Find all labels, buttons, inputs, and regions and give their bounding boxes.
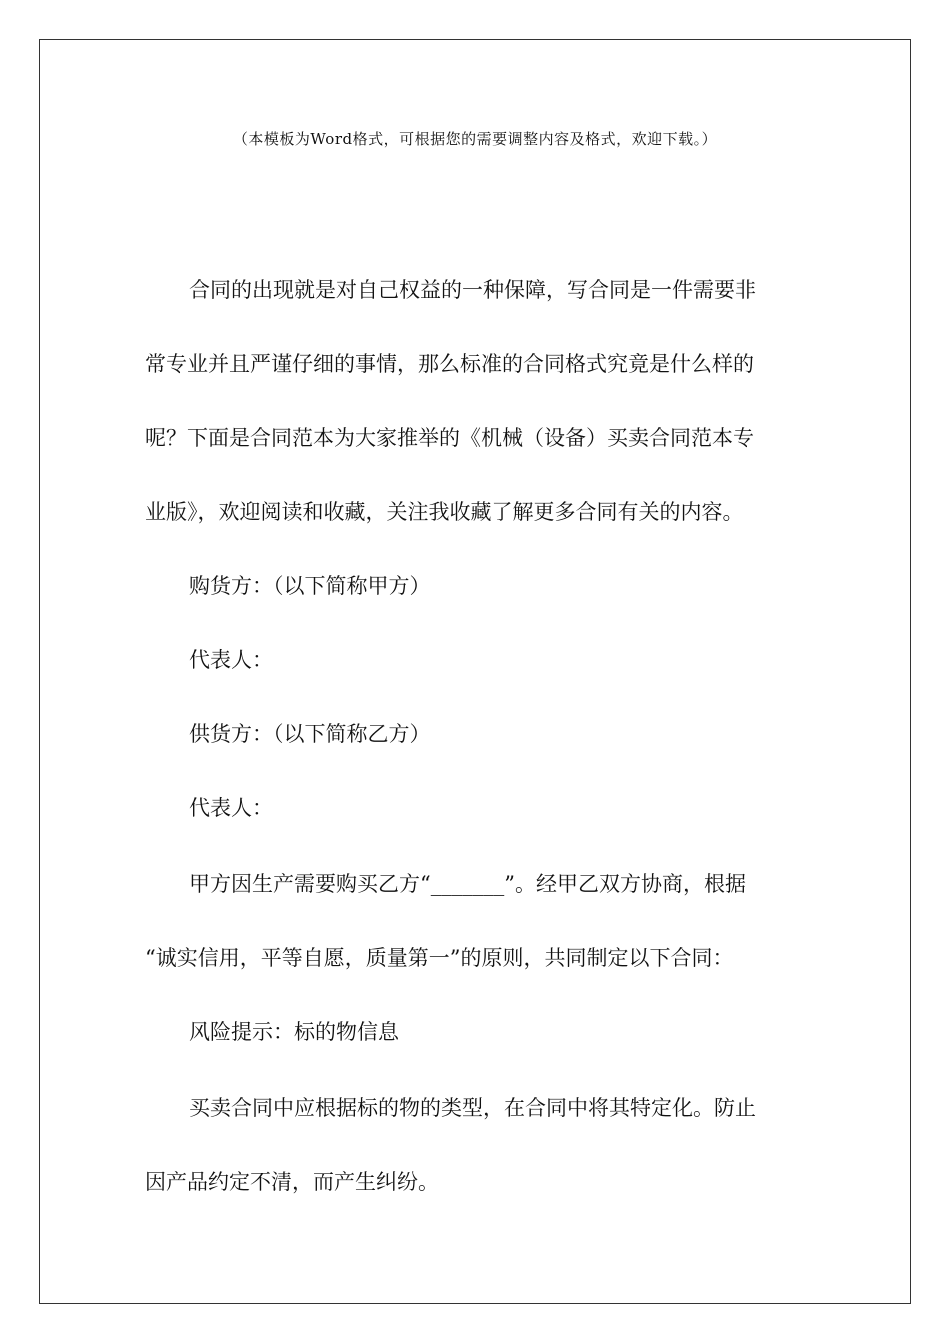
buyer-line: 购货方：（以下简称甲方） [189, 574, 431, 598]
template-note: （本模板为Word格式，可根据您的需要调整内容及格式，欢迎下载。） [232, 130, 718, 148]
risk-line-1: 买卖合同中应根据标的物的类型，在合同中将其特定化。防止 [189, 1096, 756, 1120]
intro-line-3: 呢？下面是合同范本为大家推举的《机械（设备）买卖合同范本专 [145, 426, 754, 450]
seller-representative-line: 代表人： [189, 796, 273, 820]
risk-line-2: 因产品约定不清，而产生纠纷。 [145, 1170, 439, 1194]
intro-line-2: 常专业并且严谨仔细的事情，那么标准的合同格式究竟是什么样的 [145, 352, 754, 376]
buyer-representative-line: 代表人： [189, 648, 273, 672]
agreement-line-1: 甲方因生产需要购买乙方“_______”。经甲乙双方协商，根据 [189, 872, 746, 896]
risk-title: 风险提示：标的物信息 [189, 1020, 399, 1044]
agreement-line-2: “诚实信用，平等自愿，质量第一”的原则，共同制定以下合同： [145, 946, 734, 970]
intro-line-1: 合同的出现就是对自己权益的一种保障，写合同是一件需要非 [189, 278, 756, 302]
seller-line: 供货方：（以下简称乙方） [189, 722, 431, 746]
intro-line-4: 业版》，欢迎阅读和收藏，关注我收藏了解更多合同有关的内容。 [145, 500, 744, 524]
